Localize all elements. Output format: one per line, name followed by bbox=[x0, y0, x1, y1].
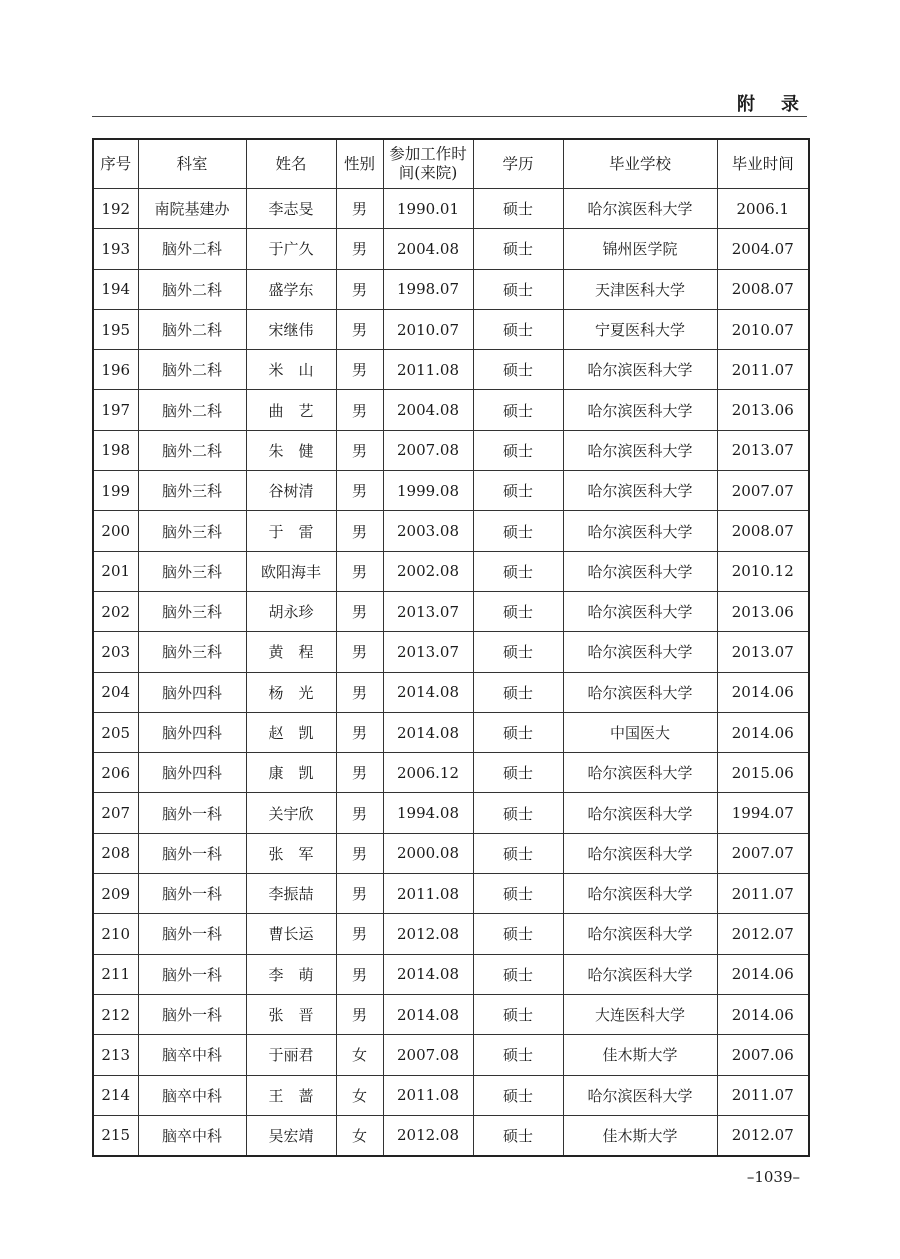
cell-index: 213 bbox=[93, 1035, 138, 1075]
table-row bbox=[93, 269, 809, 309]
cell-gender: 男 bbox=[336, 632, 383, 672]
cell-start-date: 2004.08 bbox=[383, 229, 473, 269]
cell-index: 215 bbox=[93, 1115, 138, 1156]
cell-graduation-date: 2008.07 bbox=[717, 269, 809, 309]
cell-department: 脑外四科 bbox=[138, 753, 246, 793]
table-row bbox=[93, 390, 809, 430]
cell-degree: 硕士 bbox=[473, 350, 563, 390]
cell-name: 李 萌 bbox=[246, 954, 336, 994]
cell-graduation-date: 2010.07 bbox=[717, 309, 809, 349]
cell-name: 于广久 bbox=[246, 229, 336, 269]
cell-graduation-date: 2010.12 bbox=[717, 551, 809, 591]
cell-school: 哈尔滨医科大学 bbox=[563, 753, 717, 793]
cell-graduation-date: 2004.07 bbox=[717, 229, 809, 269]
cell-start-date: 2014.08 bbox=[383, 712, 473, 752]
page-number: –1039– bbox=[746, 1168, 800, 1186]
cell-graduation-date: 2011.07 bbox=[717, 350, 809, 390]
table-row bbox=[93, 471, 809, 511]
cell-school: 哈尔滨医科大学 bbox=[563, 471, 717, 511]
cell-degree: 硕士 bbox=[473, 672, 563, 712]
table-row bbox=[93, 229, 809, 269]
cell-degree: 硕士 bbox=[473, 309, 563, 349]
cell-start-date: 2014.08 bbox=[383, 994, 473, 1034]
cell-school: 哈尔滨医科大学 bbox=[563, 350, 717, 390]
cell-index: 209 bbox=[93, 874, 138, 914]
cell-department: 脑外三科 bbox=[138, 632, 246, 672]
table-row bbox=[93, 793, 809, 833]
cell-department: 脑外三科 bbox=[138, 511, 246, 551]
table-row bbox=[93, 672, 809, 712]
table-header-row bbox=[93, 139, 809, 189]
cell-index: 206 bbox=[93, 753, 138, 793]
cell-gender: 男 bbox=[336, 994, 383, 1034]
page-header bbox=[92, 86, 825, 117]
col-header-graduation-date: 毕业时间 bbox=[717, 139, 809, 189]
table-row bbox=[93, 833, 809, 873]
cell-gender: 男 bbox=[336, 914, 383, 954]
cell-school: 佳木斯大学 bbox=[563, 1115, 717, 1156]
cell-department: 脑外一科 bbox=[138, 994, 246, 1034]
cell-degree: 硕士 bbox=[473, 1115, 563, 1156]
table-row bbox=[93, 309, 809, 349]
table-row bbox=[93, 874, 809, 914]
cell-name: 朱 健 bbox=[246, 430, 336, 470]
cell-degree: 硕士 bbox=[473, 712, 563, 752]
cell-gender: 男 bbox=[336, 954, 383, 994]
cell-start-date: 2012.08 bbox=[383, 914, 473, 954]
cell-index: 212 bbox=[93, 994, 138, 1034]
cell-name: 宋继伟 bbox=[246, 309, 336, 349]
cell-graduation-date: 2013.07 bbox=[717, 430, 809, 470]
cell-index: 207 bbox=[93, 793, 138, 833]
table-row bbox=[93, 753, 809, 793]
cell-gender: 男 bbox=[336, 430, 383, 470]
cell-start-date: 2004.08 bbox=[383, 390, 473, 430]
cell-school: 大连医科大学 bbox=[563, 994, 717, 1034]
cell-school: 中国医大 bbox=[563, 712, 717, 752]
cell-gender: 男 bbox=[336, 833, 383, 873]
cell-start-date: 1990.01 bbox=[383, 189, 473, 229]
cell-gender: 女 bbox=[336, 1115, 383, 1156]
cell-gender: 男 bbox=[336, 511, 383, 551]
cell-start-date: 2007.08 bbox=[383, 430, 473, 470]
cell-name: 于丽君 bbox=[246, 1035, 336, 1075]
cell-graduation-date: 2007.06 bbox=[717, 1035, 809, 1075]
cell-name: 曲 艺 bbox=[246, 390, 336, 430]
cell-department: 脑外二科 bbox=[138, 229, 246, 269]
col-header-index: 序号 bbox=[93, 139, 138, 189]
cell-department: 脑外二科 bbox=[138, 269, 246, 309]
cell-gender: 男 bbox=[336, 471, 383, 511]
cell-department: 脑外三科 bbox=[138, 471, 246, 511]
cell-graduation-date: 2011.07 bbox=[717, 1075, 809, 1115]
cell-start-date: 2011.08 bbox=[383, 874, 473, 914]
cell-department: 脑外二科 bbox=[138, 390, 246, 430]
col-header-department: 科室 bbox=[138, 139, 246, 189]
cell-name: 赵 凯 bbox=[246, 712, 336, 752]
cell-graduation-date: 2013.06 bbox=[717, 591, 809, 631]
table-row bbox=[93, 189, 809, 229]
cell-school: 哈尔滨医科大学 bbox=[563, 914, 717, 954]
cell-index: 193 bbox=[93, 229, 138, 269]
cell-name: 于 雷 bbox=[246, 511, 336, 551]
cell-graduation-date: 2014.06 bbox=[717, 954, 809, 994]
cell-degree: 硕士 bbox=[473, 1075, 563, 1115]
cell-school: 宁夏医科大学 bbox=[563, 309, 717, 349]
cell-index: 199 bbox=[93, 471, 138, 511]
cell-degree: 硕士 bbox=[473, 632, 563, 672]
table-row bbox=[93, 1075, 809, 1115]
cell-department: 脑外四科 bbox=[138, 712, 246, 752]
cell-start-date: 2013.07 bbox=[383, 632, 473, 672]
cell-gender: 男 bbox=[336, 712, 383, 752]
table-row bbox=[93, 591, 809, 631]
cell-school: 哈尔滨医科大学 bbox=[563, 672, 717, 712]
cell-gender: 男 bbox=[336, 591, 383, 631]
cell-school: 哈尔滨医科大学 bbox=[563, 1075, 717, 1115]
cell-name: 李振喆 bbox=[246, 874, 336, 914]
cell-department: 脑外一科 bbox=[138, 793, 246, 833]
cell-graduation-date: 2012.07 bbox=[717, 1115, 809, 1156]
cell-gender: 男 bbox=[336, 793, 383, 833]
cell-department: 脑外三科 bbox=[138, 591, 246, 631]
cell-degree: 硕士 bbox=[473, 833, 563, 873]
cell-start-date: 2006.12 bbox=[383, 753, 473, 793]
cell-degree: 硕士 bbox=[473, 591, 563, 631]
cell-graduation-date: 2015.06 bbox=[717, 753, 809, 793]
table-row bbox=[93, 632, 809, 672]
cell-degree: 硕士 bbox=[473, 1035, 563, 1075]
cell-gender: 男 bbox=[336, 229, 383, 269]
cell-department: 脑外三科 bbox=[138, 551, 246, 591]
table-row bbox=[93, 954, 809, 994]
cell-gender: 男 bbox=[336, 350, 383, 390]
cell-graduation-date: 2013.07 bbox=[717, 632, 809, 672]
cell-gender: 男 bbox=[336, 551, 383, 591]
cell-gender: 男 bbox=[336, 390, 383, 430]
cell-index: 203 bbox=[93, 632, 138, 672]
cell-department: 南院基建办 bbox=[138, 189, 246, 229]
table-row bbox=[93, 914, 809, 954]
cell-department: 脑外二科 bbox=[138, 309, 246, 349]
cell-school: 哈尔滨医科大学 bbox=[563, 591, 717, 631]
cell-start-date: 2003.08 bbox=[383, 511, 473, 551]
cell-school: 锦州医学院 bbox=[563, 229, 717, 269]
cell-index: 192 bbox=[93, 189, 138, 229]
cell-index: 214 bbox=[93, 1075, 138, 1115]
cell-start-date: 2011.08 bbox=[383, 1075, 473, 1115]
table-row bbox=[93, 430, 809, 470]
cell-school: 天津医科大学 bbox=[563, 269, 717, 309]
cell-index: 210 bbox=[93, 914, 138, 954]
cell-start-date: 2014.08 bbox=[383, 954, 473, 994]
cell-school: 哈尔滨医科大学 bbox=[563, 793, 717, 833]
cell-school: 哈尔滨医科大学 bbox=[563, 632, 717, 672]
cell-index: 198 bbox=[93, 430, 138, 470]
cell-gender: 女 bbox=[336, 1035, 383, 1075]
cell-department: 脑外一科 bbox=[138, 833, 246, 873]
cell-start-date: 2002.08 bbox=[383, 551, 473, 591]
cell-school: 哈尔滨医科大学 bbox=[563, 511, 717, 551]
cell-graduation-date: 2013.06 bbox=[717, 390, 809, 430]
cell-school: 哈尔滨医科大学 bbox=[563, 551, 717, 591]
table-row bbox=[93, 511, 809, 551]
cell-school: 哈尔滨医科大学 bbox=[563, 954, 717, 994]
cell-name: 关宇欣 bbox=[246, 793, 336, 833]
cell-school: 哈尔滨医科大学 bbox=[563, 833, 717, 873]
cell-name: 谷树清 bbox=[246, 471, 336, 511]
cell-department: 脑外四科 bbox=[138, 672, 246, 712]
cell-graduation-date: 2006.1 bbox=[717, 189, 809, 229]
cell-degree: 硕士 bbox=[473, 551, 563, 591]
cell-name: 黄 程 bbox=[246, 632, 336, 672]
cell-school: 哈尔滨医科大学 bbox=[563, 430, 717, 470]
cell-graduation-date: 2014.06 bbox=[717, 712, 809, 752]
staff-table bbox=[92, 138, 810, 1157]
cell-name: 王 蔷 bbox=[246, 1075, 336, 1115]
cell-graduation-date: 2007.07 bbox=[717, 471, 809, 511]
cell-name: 胡永珍 bbox=[246, 591, 336, 631]
cell-index: 202 bbox=[93, 591, 138, 631]
cell-name: 曹长运 bbox=[246, 914, 336, 954]
col-header-gender: 性别 bbox=[336, 139, 383, 189]
cell-department: 脑外一科 bbox=[138, 914, 246, 954]
cell-start-date: 2013.07 bbox=[383, 591, 473, 631]
cell-gender: 男 bbox=[336, 753, 383, 793]
cell-start-date: 2007.08 bbox=[383, 1035, 473, 1075]
cell-school: 哈尔滨医科大学 bbox=[563, 390, 717, 430]
cell-name: 米 山 bbox=[246, 350, 336, 390]
cell-index: 200 bbox=[93, 511, 138, 551]
cell-start-date: 2000.08 bbox=[383, 833, 473, 873]
cell-degree: 硕士 bbox=[473, 229, 563, 269]
cell-index: 201 bbox=[93, 551, 138, 591]
cell-department: 脑卒中科 bbox=[138, 1075, 246, 1115]
cell-gender: 男 bbox=[336, 189, 383, 229]
cell-graduation-date: 2007.07 bbox=[717, 833, 809, 873]
cell-degree: 硕士 bbox=[473, 914, 563, 954]
cell-index: 204 bbox=[93, 672, 138, 712]
cell-name: 吴宏靖 bbox=[246, 1115, 336, 1156]
cell-index: 194 bbox=[93, 269, 138, 309]
cell-department: 脑外二科 bbox=[138, 350, 246, 390]
cell-name: 杨 光 bbox=[246, 672, 336, 712]
cell-degree: 硕士 bbox=[473, 793, 563, 833]
cell-index: 208 bbox=[93, 833, 138, 873]
cell-graduation-date: 2014.06 bbox=[717, 672, 809, 712]
col-header-name: 姓名 bbox=[246, 139, 336, 189]
table-row bbox=[93, 350, 809, 390]
cell-degree: 硕士 bbox=[473, 269, 563, 309]
cell-graduation-date: 2014.06 bbox=[717, 994, 809, 1034]
table-row bbox=[93, 1035, 809, 1075]
cell-department: 脑外二科 bbox=[138, 430, 246, 470]
cell-graduation-date: 1994.07 bbox=[717, 793, 809, 833]
cell-graduation-date: 2011.07 bbox=[717, 874, 809, 914]
cell-index: 197 bbox=[93, 390, 138, 430]
table-row bbox=[93, 994, 809, 1034]
table-body bbox=[93, 189, 809, 1157]
cell-degree: 硕士 bbox=[473, 189, 563, 229]
cell-degree: 硕士 bbox=[473, 471, 563, 511]
cell-degree: 硕士 bbox=[473, 511, 563, 551]
cell-start-date: 2010.07 bbox=[383, 309, 473, 349]
section-title: 附录 bbox=[737, 94, 825, 115]
cell-department: 脑外一科 bbox=[138, 874, 246, 914]
cell-name: 李志旻 bbox=[246, 189, 336, 229]
col-header-school: 毕业学校 bbox=[563, 139, 717, 189]
cell-start-date: 1998.07 bbox=[383, 269, 473, 309]
cell-index: 195 bbox=[93, 309, 138, 349]
cell-start-date: 1999.08 bbox=[383, 471, 473, 511]
cell-gender: 男 bbox=[336, 672, 383, 712]
cell-gender: 女 bbox=[336, 1075, 383, 1115]
cell-gender: 男 bbox=[336, 269, 383, 309]
cell-graduation-date: 2012.07 bbox=[717, 914, 809, 954]
col-header-degree: 学历 bbox=[473, 139, 563, 189]
cell-gender: 男 bbox=[336, 309, 383, 349]
cell-index: 205 bbox=[93, 712, 138, 752]
cell-degree: 硕士 bbox=[473, 994, 563, 1034]
cell-school: 哈尔滨医科大学 bbox=[563, 189, 717, 229]
cell-graduation-date: 2008.07 bbox=[717, 511, 809, 551]
cell-start-date: 1994.08 bbox=[383, 793, 473, 833]
cell-name: 欧阳海丰 bbox=[246, 551, 336, 591]
cell-school: 佳木斯大学 bbox=[563, 1035, 717, 1075]
cell-degree: 硕士 bbox=[473, 954, 563, 994]
cell-name: 盛学东 bbox=[246, 269, 336, 309]
cell-degree: 硕士 bbox=[473, 874, 563, 914]
cell-degree: 硕士 bbox=[473, 390, 563, 430]
col-header-start-date: 参加工作时间(来院) bbox=[383, 139, 473, 189]
cell-name: 康 凯 bbox=[246, 753, 336, 793]
cell-start-date: 2011.08 bbox=[383, 350, 473, 390]
table-row bbox=[93, 712, 809, 752]
cell-name: 张 晋 bbox=[246, 994, 336, 1034]
cell-index: 196 bbox=[93, 350, 138, 390]
cell-start-date: 2014.08 bbox=[383, 672, 473, 712]
cell-department: 脑卒中科 bbox=[138, 1035, 246, 1075]
cell-name: 张 军 bbox=[246, 833, 336, 873]
cell-school: 哈尔滨医科大学 bbox=[563, 874, 717, 914]
cell-index: 211 bbox=[93, 954, 138, 994]
cell-degree: 硕士 bbox=[473, 753, 563, 793]
cell-start-date: 2012.08 bbox=[383, 1115, 473, 1156]
cell-degree: 硕士 bbox=[473, 430, 563, 470]
cell-department: 脑外一科 bbox=[138, 954, 246, 994]
table-row bbox=[93, 1115, 809, 1156]
cell-gender: 男 bbox=[336, 874, 383, 914]
table-row bbox=[93, 551, 809, 591]
cell-department: 脑卒中科 bbox=[138, 1115, 246, 1156]
